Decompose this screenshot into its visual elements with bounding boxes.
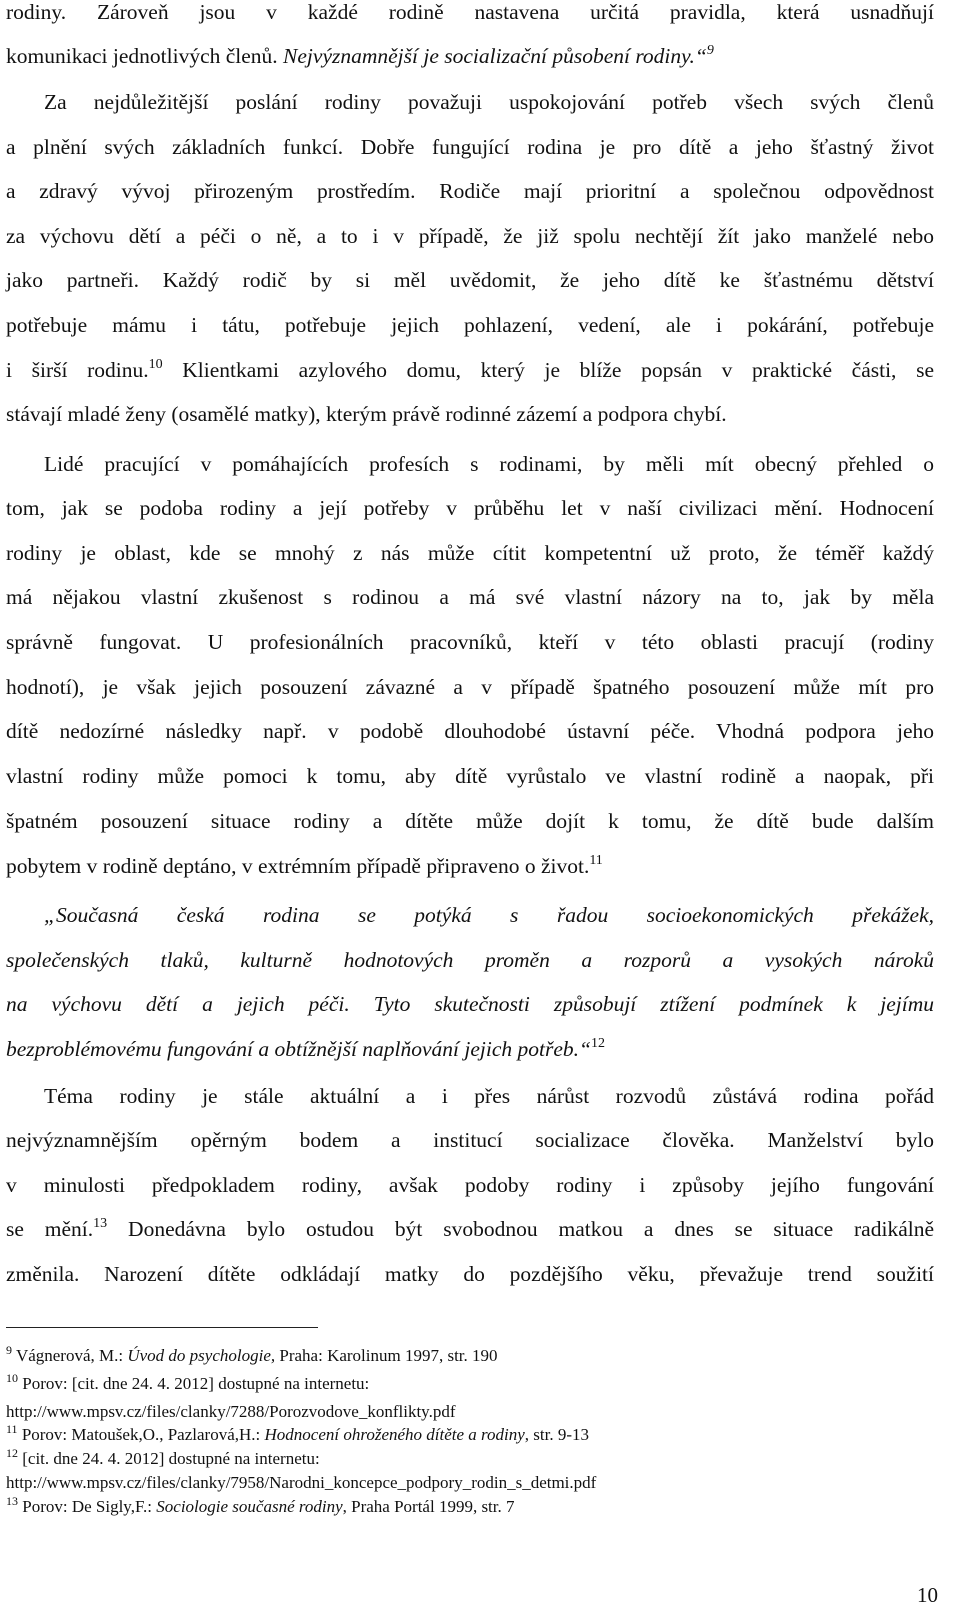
body-line: Téma rodiny je stále aktuální a i přes nárůst rozvodů zůstává rodina pořád [44,1084,934,1108]
body-line: má nějakou vlastní zkušenost s rodinou a má své vlastní názory na to, jak by měla [6,585,934,609]
quote: Nejvýznamnější je socializační působení rodiny. [283,44,695,68]
footnote-10: $^{10}$ Porov: [cit. dne 24. 4. 2012] dostupné na internetu: [6,1371,370,1393]
body-line: a plnění svých základních funkcí. Dobře fungující rodina je pro dítě a jeho šťastný život [6,135,934,159]
footnote-11: $^{11}$ Porov: Matoušek,O., Pazlarová,H.: Hodnocení ohroženého dítěte a rodiny, str. 9-13 [6,1422,590,1444]
body-line: tom, jak se podoba rodiny a její potřeby v průběhu let v naší civilizaci mění. Hodnocení [6,496,934,520]
footnote-10-url[interactable]: http://www.mpsv.cz/files/clanky/7288/Porozvodove_konflikty.pdf [6,1402,456,1421]
body-line: komunikaci jednotlivých členů. Nejvýznamnější je socializační působení rodiny.“$^9$ [6,43,714,68]
quote-line: bezproblémovému fungování a obtížnější naplňování jejich potřeb.“$^{12}$ [6,1036,606,1061]
footnote-ref: 11 [589,853,603,868]
page-number: 10 [917,1583,938,1607]
body-line: správně fungovat. U profesionálních pracovníků, kteří v této oblasti pracují (rodiny [6,630,934,654]
footnote-ref: 9 [706,43,714,58]
footnote-13: $^{13}$ Porov: De Sigly,F.: Sociologie současné rodiny, Praha Portál 1999, str. 7 [6,1494,515,1516]
body-line: hodnotí), je však jejich posouzení závazné a v případě špatného posouzení může mít pro [6,675,934,699]
body-line: se mění.$^{13}$ Donedávna bylo ostudou být svobodnou matkou a dnes se situace radikálně [6,1216,934,1241]
body-line: a zdravý vývoj přirozeným prostředím. Rodiče mají prioritní a společnou odpovědnost [6,179,934,203]
quote-line: „Současná česká rodina se potýká s řadou socioekonomických překážek, [44,903,934,927]
quote-line: společenských tlaků, kulturně hodnotových proměn a rozporů a vysokých nároků [6,948,934,972]
body-line: nejvýznamnějším opěrným bodem a institucí socializace člověka. Manželství bylo [6,1128,934,1152]
body-line: Za nejdůležitější poslání rodiny považuji uspokojování potřeb všech svých členů [44,90,934,114]
body-line: změnila. Narození dítěte odkládají matky do pozdějšího věku, převažuje trend soužití [6,1262,934,1286]
body-line: i širší rodinu.$^{10}$ Klientkami azylového domu, který je blíže popsán v praktické části, se [6,357,934,382]
body-line: potřebuje mámu i tátu, potřebuje jejich pohlazení, vedení, ale i pokárání, potřebuje [6,313,934,337]
body-line: vlastní rodiny může pomoci k tomu, aby dítě vyrůstalo ve vlastní rodině a naopak, při [6,764,934,788]
body-line: špatném posouzení situace rodiny a dítěte může dojít k tomu, že dítě bude dalším [6,809,934,833]
footnote-12-url[interactable]: http://www.mpsv.cz/files/clanky/7958/Narodni_koncepce_podpory_rodin_s_detmi.pdf [6,1473,597,1492]
footnote-ref: 13 [93,1216,108,1231]
body-line: rodiny. Zároveň jsou v každé rodině nastavena určitá pravidla, která usnadňují [6,0,934,24]
body-line: v minulosti předpokladem rodiny, avšak podoby rodiny i způsoby jejího fungování [6,1173,934,1197]
body-line: pobytem v rodině deptáno, v extrémním případě připraveno o život.$^{11}$ [6,853,603,878]
body-line: dítě nedozírné následky např. v podobě dlouhodobé ústavní péče. Vhodná podpora jeho [6,719,934,743]
body-line: jako partneři. Každý rodič by si měl uvědomit, že jeho dítě ke šťastnému dětství [6,268,934,292]
footnote-separator [6,1327,318,1328]
footnote-ref: 10 [148,357,163,372]
body-line: rodiny je oblast, kde se mnohý z nás může cítit kompetentní už proto, že téměř každý [6,541,934,565]
body-line: za výchovu dětí a péči o ně, a to i v případě, že již spolu nechtějí žít jako manželé nebo [6,224,934,248]
quote-line: na výchovu dětí a jejich péči. Tyto skutečnosti způsobují ztížení podmínek k jejímu [6,992,934,1016]
footnote-ref: 12 [591,1036,606,1051]
footnote-12: $^{12}$ [cit. dne 24. 4. 2012] dostupné na internetu: [6,1446,320,1468]
body-line: stávají mladé ženy (osamělé matky), kterým právě rodinné zázemí a podpora chybí. [6,402,727,426]
body-line: Lidé pracující v pomáhajících profesích s rodinami, by měli mít obecný přehled o [44,452,934,476]
footnote-9: $^9$ Vágnerová, M.: Úvod do psychologie, Praha: Karolinum 1997, str. 190 [6,1343,498,1365]
